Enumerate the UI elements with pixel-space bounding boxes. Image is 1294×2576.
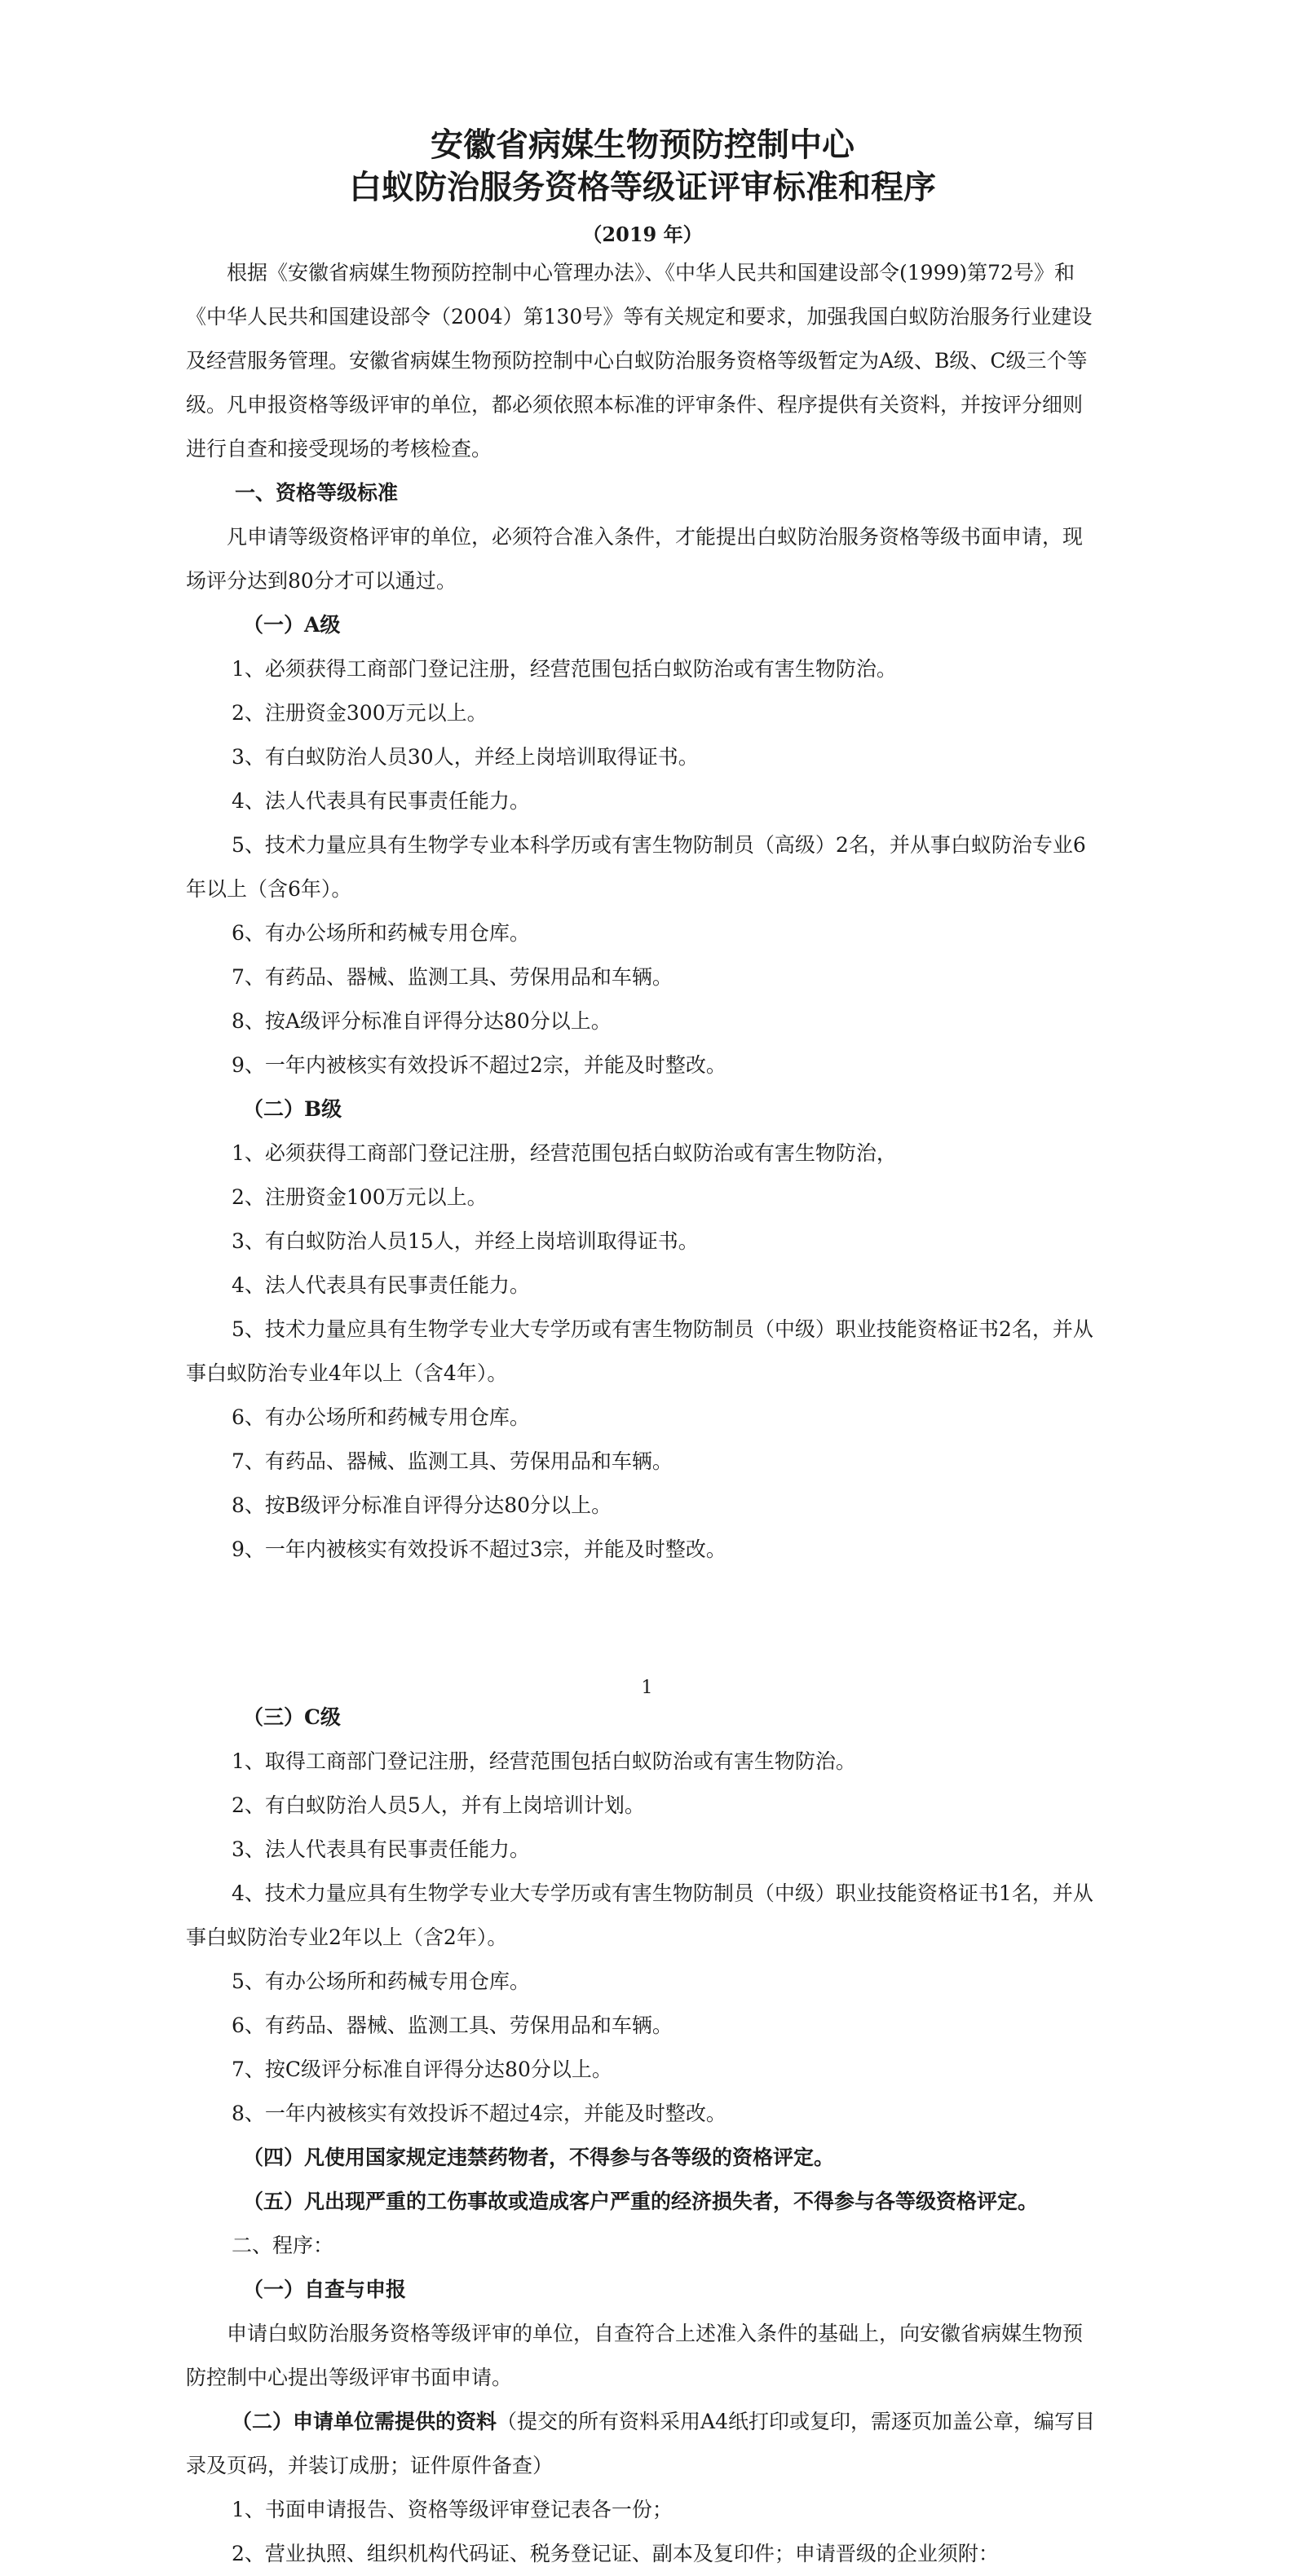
section1-heading: 一、资格等级标准 [235,481,399,505]
grade-b-item: 3、有白蚁防治人员15人，并经上岗培训取得证书。 [232,1229,699,1253]
grade-a-item: 9、一年内被核实有效投诉不超过2宗，并能及时整改。 [232,1053,726,1077]
rule-5-serious-accidents: （五）凡出现严重的工伤事故或造成客户严重的经济损失者，不得参与各等级资格评定。 [243,2190,1039,2213]
grade-b-item: 1、必须获得工商部门登记注册，经营范围包括白蚁防治或有害生物防治， [232,1141,897,1165]
grade-b-item: 4、法人代表具有民事责任能力。 [232,1273,530,1297]
procedure-sub2-heading-bold: （二）申请单位需提供的资料 [232,2410,497,2433]
procedure-sub1-heading: （一）自查与申报 [243,2278,407,2301]
grade-a-item: 8、按A级评分标准自评得分达80分以上。 [232,1009,612,1033]
document-page-2 [0,1696,1294,2565]
grade-a-item: 4、法人代表具有民事责任能力。 [232,789,530,813]
grade-b-item: 9、一年内被核实有效投诉不超过3宗，并能及时整改。 [232,1537,726,1561]
grade-c-item: 2、有白蚁防治人员5人，并有上岗培训计划。 [232,1793,645,1817]
grade-c-heading: （三）C级 [243,1705,341,1729]
grade-c-item: 5、有办公场所和药械专用仓库。 [232,1969,530,1993]
grade-b-item: 2、注册资金100万元以上。 [232,1185,488,1209]
procedure-sub2-heading-note: （提交的所有资料采用A4纸打印或复印，需逐页加盖公章，编写目录及页码，并装订成册；证件原件备查） [186,2410,1095,2477]
procedure-sub2-heading [186,2400,1099,2488]
intro-paragraph: 根据《安徽省病媒生物预防控制中心管理办法》、《中华人民共和国建设部令(1999)第72号》和《中华人民共和国建设部令（2004）第130号》等有关规定和要求，加强我国白蚁防治服务行业建设及经营服务管理。安徽省病媒生物预防控制中心白蚁防治服务资格等级暂定为A级、B级、C级三个等级。凡申报资格等级评审的单位，都必须依照本标准的评审条件、程序提供有关资料，并按评分细则进行自查和接受现场的考核检查。 [186,261,1093,461]
grade-c-item: 8、一年内被核实有效投诉不超过4宗，并能及时整改。 [232,2102,726,2125]
section1-paragraph: 凡申请等级资格评审的单位，必须符合准入条件，才能提出白蚁防治服务资格等级书面申请，现场评分达到80分才可以通过。 [186,525,1084,593]
page1-body [186,251,1099,1572]
grade-b-item: 5、技术力量应具有生物学专业大专学历或有害生物防制员（中级）职业技能资格证书2名，并从事白蚁防治专业4年以上（含4年）。 [186,1317,1093,1385]
grade-b-item: 8、按B级评分标准自评得分达80分以上。 [232,1493,612,1517]
grade-b-heading: （二）B级 [243,1097,342,1121]
procedure-sub2-item: 1、书面申请报告、资格等级评审登记表各一份； [232,2498,673,2521]
grade-a-item: 6、有办公场所和药械专用仓库。 [232,921,530,945]
page2-body [186,1696,1099,2576]
grade-a-heading: （一）A级 [243,613,341,637]
grade-c-item: 3、法人代表具有民事责任能力。 [232,1837,530,1861]
grade-b-item: 7、有药品、器械、监测工具、劳保用品和车辆。 [232,1449,673,1473]
document-title-line2: 白蚁防治服务资格等级证评审标准和程序 [349,169,936,206]
grade-a-item: 5、技术力量应具有生物学专业本科学历或有害生物防制员（高级）2名，并从事白蚁防治专业6年以上（含6年）。 [186,833,1086,901]
grade-c-item: 6、有药品、器械、监测工具、劳保用品和车辆。 [232,2014,673,2037]
grade-c-item: 4、技术力量应具有生物学专业大专学历或有害生物防制员（中级）职业技能资格证书1名，并从事白蚁防治专业2年以上（含2年）。 [186,1881,1093,1949]
grade-c-item: 1、取得工商部门登记注册，经营范围包括白蚁防治或有害生物防治。 [232,1749,856,1773]
document-title-line1: 安徽省病媒生物预防控制中心 [431,126,855,164]
grade-a-item: 1、必须获得工商部门登记注册，经营范围包括白蚁防治或有害生物防治。 [232,657,897,681]
grade-a-item: 2、注册资金300万元以上。 [232,701,488,725]
page-number: 1 [641,1678,653,1698]
grade-b-item: 6、有办公场所和药械专用仓库。 [232,1405,530,1429]
rule-4-banned-pesticides: （四）凡使用国家规定违禁药物者，不得参与各等级的资格评定。 [243,2146,835,2169]
section2-heading: 二、程序： [232,2234,334,2257]
grade-a-item: 7、有药品、器械、监测工具、劳保用品和车辆。 [232,965,673,989]
grade-a-item: 3、有白蚁防治人员30人，并经上岗培训取得证书。 [232,745,699,769]
grade-c-item: 7、按C级评分标准自评得分达80分以上。 [232,2058,612,2081]
document-year: （2019 年） [582,223,703,246]
procedure-sub2-item: 2、营业执照、组织机构代码证、税务登记证、副本及复印件；申请晋级的企业须附： [232,2542,999,2565]
procedure-sub1-paragraph: 申请白蚁防治服务资格等级评审的单位，自查符合上述准入条件的基础上，向安徽省病媒生物预防控制中心提出等级评审书面申请。 [186,2322,1084,2389]
